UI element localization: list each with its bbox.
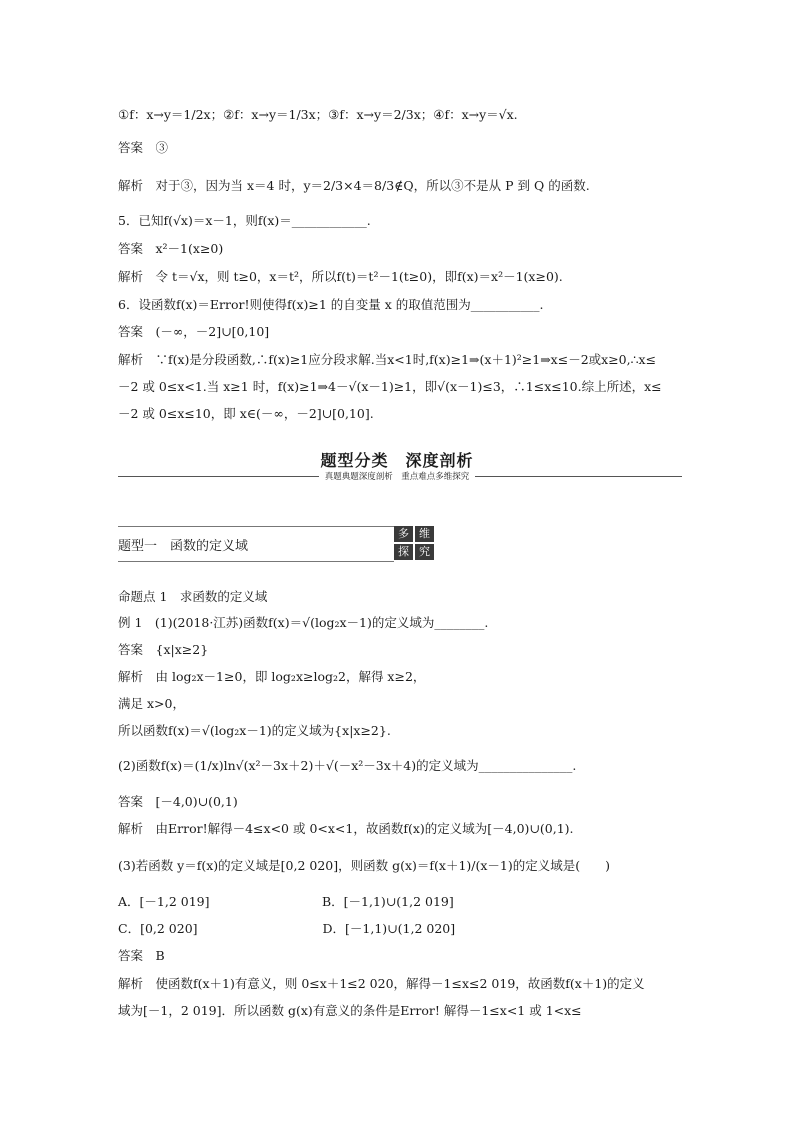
text-line: 答案 {x|x≥2} — [118, 642, 209, 657]
text-line: －2 或 0≤x≤10，即 x∈(－∞，－2]∪[0,10]. — [118, 406, 374, 421]
text-line: 解析 对于③，因为当 x＝4 时，y＝2/3×4＝8/3∉Q，所以③不是从 P 到 Q 的函数. — [118, 178, 590, 193]
text-line: 例 1 (1)(2018·江苏)函数f(x)＝√(log₂x－1)的定义域为________. — [118, 615, 489, 630]
text-line: 解析 由Error!解得－4≤x<0 或 0<x<1，故函数f(x)的定义域为[－4,0)∪(0,1). — [118, 821, 574, 836]
text-line: (2)函数f(x)＝(1/x)ln√(x²－3x＋2)＋√(－x²－3x＋4)的定义域为_______________. — [118, 758, 577, 773]
text-line: C．[0,2 020] D．[－1,1)∪(1,2 020] — [118, 921, 456, 936]
badge-char: 多 — [394, 526, 413, 542]
text-line: 解析 使函数f(x＋1)有意义，则 0≤x＋1≤2 020，解得－1≤x≤2 019，故函数f(x＋1)的定义 — [118, 976, 645, 991]
badge-char: 探 — [394, 544, 413, 560]
text-line: 答案 ③ — [118, 140, 169, 155]
text-line: 命题点 1 求函数的定义域 — [118, 589, 268, 604]
text-line: 解析 由 log₂x－1≥0，即 log₂x≥log₂2，解得 x≥2， — [118, 669, 426, 684]
badge-char: 维 — [415, 526, 434, 542]
type-header-label: 题型一 函数的定义域 — [118, 539, 249, 554]
text-line: 所以函数f(x)＝√(log₂x－1)的定义域为{x|x≥2}. — [118, 723, 391, 738]
multi-explore-badge — [394, 526, 434, 560]
section-subtitle — [0, 470, 794, 482]
text-line: 答案 B — [118, 948, 165, 963]
text-line: 解析 令 t＝√x，则 t≥0，x＝t²，所以f(t)＝t²－1(t≥0)，即f(x)＝x²－1(x≥0). — [118, 269, 563, 284]
text-line: A．[－1,2 019] B．[－1,1)∪(1,2 019] — [118, 894, 454, 909]
section-title: 题型分类 深度剖析 — [320, 451, 474, 470]
text-line: 6．设函数f(x)＝Error!则使得f(x)≥1 的自变量 x 的取值范围为___________. — [118, 297, 544, 312]
text-line: 域为[－1，2 019]．所以函数 g(x)有意义的条件是Error! 解得－1≤x<1 或 1<x≤ — [118, 1003, 582, 1018]
badge-char: 究 — [415, 544, 434, 560]
text-line: －2 或 0≤x<1.当 x≥1 时，f(x)≥1⇒4－√(x－1)≥1，即√(x－1)≤3，∴1≤x≤10.综上所述，x≤ — [118, 379, 662, 394]
text-line: 答案 [－4,0)∪(0,1) — [118, 794, 238, 809]
text-line: 5．已知f(√x)＝x－1，则f(x)＝____________. — [118, 213, 371, 228]
text-line: 答案 (－∞，－2]∪[0,10] — [118, 324, 270, 339]
text-line: (3)若函数 y＝f(x)的定义域是[0,2 020]，则函数 g(x)＝f(x＋1)/(x－1)的定义域是( ) — [118, 858, 611, 873]
text-line: 答案 x²－1(x≥0) — [118, 241, 224, 256]
text-line: 解析 ∵f(x)是分段函数,∴f(x)≥1应分段求解.当x<1时,f(x)≥1⇒(x＋1)²≥1⇒x≤－2或x≥0,∴x≤ — [118, 352, 657, 367]
text-line: 满足 x>0， — [118, 696, 185, 711]
section-subtitle-text: 真题典题深度剖析 重点难点多维探究 — [319, 472, 476, 482]
text-line: ①f：x→y＝1/2x；②f：x→y＝1/3x；③f：x→y＝2/3x；④f：x→y＝√x. — [118, 107, 518, 122]
